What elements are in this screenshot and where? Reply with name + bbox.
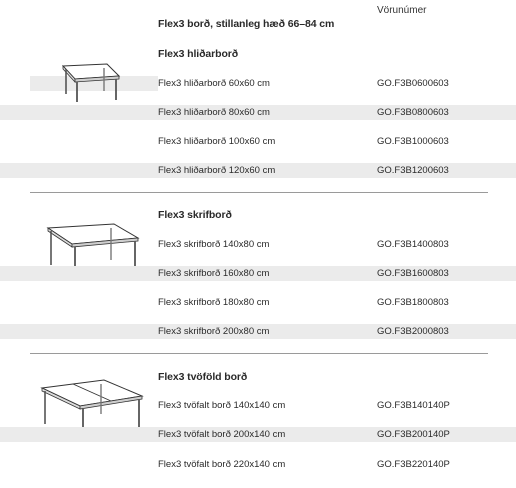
section-title-double-desks: Flex3 tvöföld borð — [158, 371, 248, 383]
product-name: Flex3 skrifborð 140x80 cm — [158, 239, 270, 250]
product-number: GO.F3B200140P — [377, 429, 450, 440]
section-divider — [30, 353, 488, 354]
product-name: Flex3 skrifborð 160x80 cm — [158, 268, 270, 279]
table-row — [0, 427, 516, 442]
product-number: GO.F3B1000603 — [377, 136, 449, 147]
product-name: Flex3 hliðarborð 80x60 cm — [158, 107, 270, 118]
table-row — [0, 266, 516, 281]
product-number: GO.F3B2000803 — [377, 326, 449, 337]
table-row — [0, 237, 516, 252]
section-divider — [30, 192, 488, 193]
table-row — [0, 457, 516, 472]
table-row — [0, 324, 516, 339]
product-name: Flex3 hliðarborð 100x60 cm — [158, 136, 276, 147]
product-number: GO.F3B140140P — [377, 400, 450, 411]
table-row — [0, 105, 516, 120]
product-name: Flex3 tvöfalt borð 200x140 cm — [158, 429, 286, 440]
product-number: GO.F3B1200603 — [377, 165, 449, 176]
product-number: GO.F3B1800803 — [377, 297, 449, 308]
product-number: GO.F3B0800603 — [377, 107, 449, 118]
section-title-side-tables: Flex3 hliðarborð — [158, 48, 239, 60]
product-number: GO.F3B1400803 — [377, 239, 449, 250]
product-name: Flex3 tvöfalt borð 140x140 cm — [158, 400, 286, 411]
product-name: Flex3 skrifborð 200x80 cm — [158, 326, 270, 337]
page-title: Flex3 borð, stillanleg hæð 66–84 cm — [158, 18, 335, 30]
section-title-desks: Flex3 skrifborð — [158, 209, 232, 221]
column-header-product-number: Vörunúmer — [377, 5, 427, 16]
table-row — [0, 134, 516, 149]
table-row — [0, 163, 516, 178]
product-number: GO.F3B220140P — [377, 459, 450, 470]
product-number: GO.F3B0600603 — [377, 78, 449, 89]
product-number: GO.F3B1600803 — [377, 268, 449, 279]
product-name: Flex3 hliðarborð 60x60 cm — [158, 78, 270, 89]
table-row — [0, 76, 516, 91]
product-name: Flex3 tvöfalt borð 220x140 cm — [158, 459, 286, 470]
table-row — [0, 398, 516, 413]
product-name: Flex3 hliðarborð 120x60 cm — [158, 165, 276, 176]
product-name: Flex3 skrifborð 180x80 cm — [158, 297, 270, 308]
table-row — [0, 295, 516, 310]
